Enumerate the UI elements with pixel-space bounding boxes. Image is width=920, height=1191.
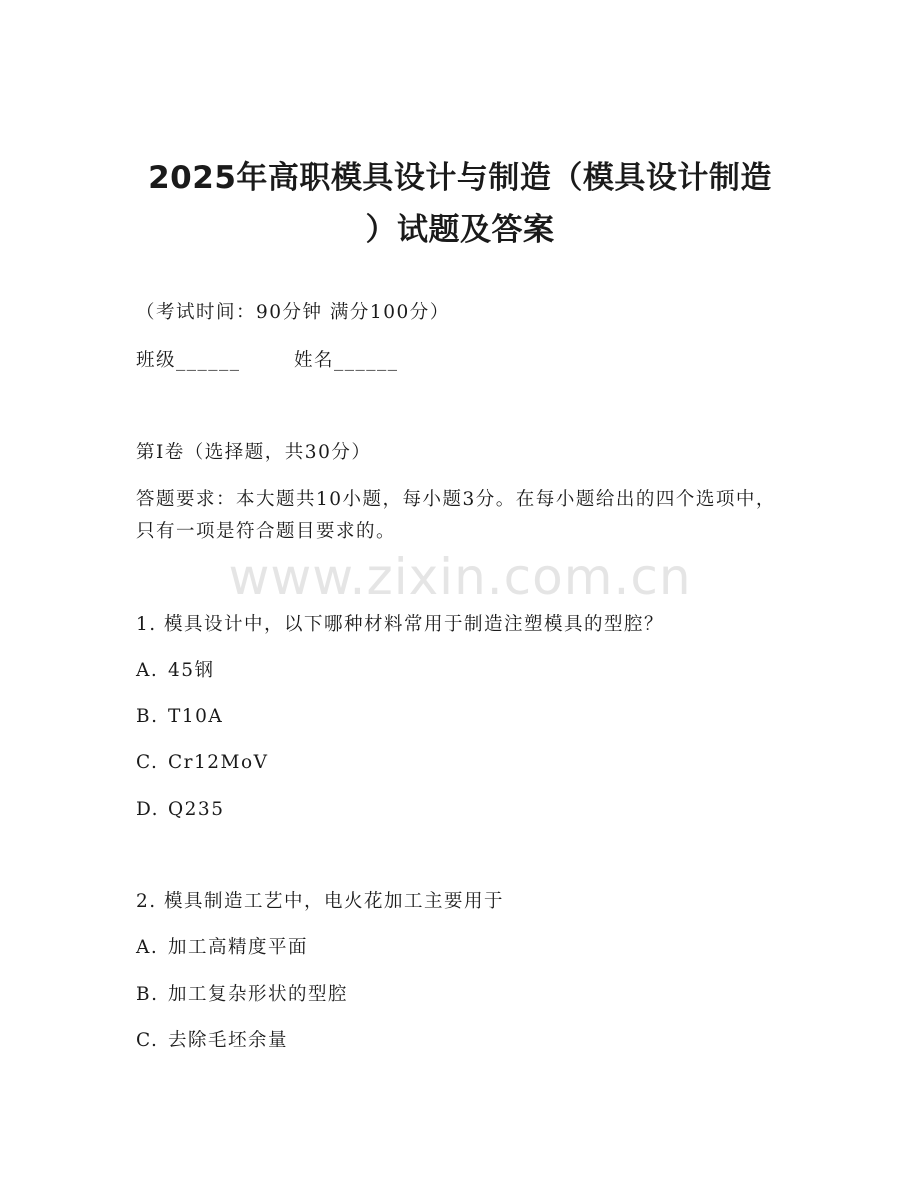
question-2-stem: 2. 模具制造工艺中，电火花加工主要用于 <box>136 891 505 912</box>
option-letter: B. <box>136 706 159 727</box>
question-1-option-a <box>136 658 215 684</box>
watermark: www.zixin.com.cn <box>228 548 692 606</box>
question-1-option-d <box>136 797 224 823</box>
option-letter: A. <box>136 660 159 681</box>
option-letter: B. <box>136 984 159 1005</box>
question-1-option-b <box>136 704 223 730</box>
option-text: 去除毛坯余量 <box>168 1030 289 1051</box>
option-letter: C. <box>136 752 159 773</box>
document-title <box>120 152 800 256</box>
title-line-1: 2025年高职模具设计与制造（模具设计制造 <box>148 160 772 196</box>
option-text: T10A <box>168 706 224 727</box>
class-label: 班级______ <box>136 350 241 371</box>
section-title: 第I卷（选择题，共30分） <box>136 442 372 463</box>
exam-info: （考试时间：90分钟 满分100分） <box>136 302 450 323</box>
question-1-stem: 1. 模具设计中，以下哪种材料常用于制造注塑模具的型腔？ <box>136 614 665 635</box>
option-letter: D. <box>136 799 160 820</box>
instructions: 答题要求：本大题共10小题，每小题3分。在每小题给出的四个选项中，只有一项是符合题目要求的。 <box>136 489 776 542</box>
option-letter: A. <box>136 937 159 958</box>
option-text: 加工高精度平面 <box>168 937 309 958</box>
question-1-option-c <box>136 750 268 776</box>
option-text: 加工复杂形状的型腔 <box>168 984 349 1005</box>
option-text: 45钢 <box>168 660 215 681</box>
option-text: Q235 <box>168 799 225 820</box>
option-text: Cr12MoV <box>168 752 269 773</box>
option-letter: C. <box>136 1030 159 1051</box>
question-2-option-c <box>136 1028 288 1054</box>
title-line-2: ）试题及答案 <box>365 212 555 248</box>
question-2-option-a <box>136 935 308 961</box>
name-label: 姓名______ <box>294 350 399 371</box>
question-2-option-b <box>136 982 348 1008</box>
